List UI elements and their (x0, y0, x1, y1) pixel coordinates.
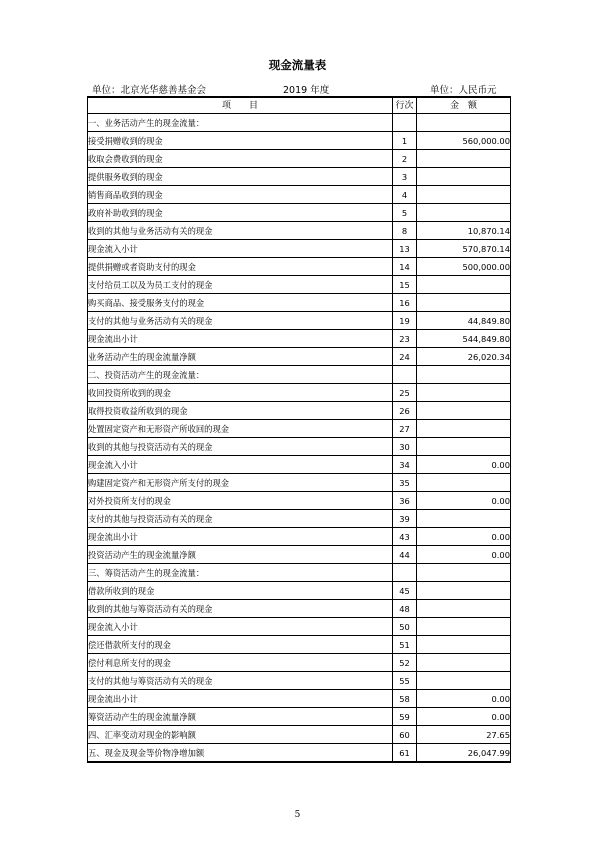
row-amount (417, 384, 511, 402)
table-row (88, 744, 511, 763)
table-row (88, 420, 511, 438)
page-number: 5 (294, 810, 301, 820)
table-row (88, 330, 511, 348)
table-row (88, 150, 511, 168)
row-line-number: 1 (393, 132, 417, 150)
table-row (88, 618, 511, 636)
row-line-number: 15 (393, 276, 417, 294)
row-line-number: 8 (393, 222, 417, 240)
table-row (88, 168, 511, 186)
row-amount (417, 294, 511, 312)
row-item-label: 支付的其他与业务活动有关的现金 (88, 312, 393, 330)
table-row (88, 456, 511, 474)
row-line-number: 24 (393, 348, 417, 366)
row-amount (417, 402, 511, 420)
row-line-number: 35 (393, 474, 417, 492)
table-row (88, 240, 511, 258)
row-line-number: 39 (393, 510, 417, 528)
row-item-label: 收到的其他与业务活动有关的现金 (88, 222, 393, 240)
row-line-number: 52 (393, 654, 417, 672)
table-row (88, 276, 511, 294)
table-row (88, 114, 511, 132)
row-amount (417, 474, 511, 492)
row-line-number: 36 (393, 492, 417, 510)
row-item-label: 一、业务活动产生的现金流量： (88, 114, 393, 132)
row-amount: 10,870.14 (417, 222, 511, 240)
row-line-number: 26 (393, 402, 417, 420)
row-item-label: 提供服务收到的现金 (88, 168, 393, 186)
row-item-label: 现金流入小计 (88, 618, 393, 636)
row-line-number: 48 (393, 600, 417, 618)
row-item-label: 接受捐赠收到的现金 (88, 132, 393, 150)
table-row (88, 690, 511, 708)
row-item-label: 支付给员工以及为员工支付的现金 (88, 276, 393, 294)
row-amount (417, 420, 511, 438)
row-item-label: 借款所收到的现金 (88, 582, 393, 600)
row-amount: 0.00 (417, 456, 511, 474)
row-line-number: 13 (393, 240, 417, 258)
row-amount (417, 168, 511, 186)
row-amount: 0.00 (417, 492, 511, 510)
table-row (88, 636, 511, 654)
row-amount: 560,000.00 (417, 132, 511, 150)
row-amount: 27.65 (417, 726, 511, 744)
row-amount (417, 654, 511, 672)
row-line-number: 45 (393, 582, 417, 600)
table-row (88, 672, 511, 690)
table-row (88, 492, 511, 510)
row-item-label: 筹资活动产生的现金流量净额 (88, 708, 393, 726)
row-item-label: 支付的其他与投资活动有关的现金 (88, 510, 393, 528)
row-item-label: 取得投资收益所收到的现金 (88, 402, 393, 420)
row-amount (417, 600, 511, 618)
row-amount (417, 186, 511, 204)
row-item-label: 处置固定资产和无形资产所收回的现金 (88, 420, 393, 438)
row-item-label: 收到的其他与投资活动有关的现金 (88, 438, 393, 456)
row-amount (417, 510, 511, 528)
table-row (88, 402, 511, 420)
row-line-number: 25 (393, 384, 417, 402)
row-line-number: 14 (393, 258, 417, 276)
row-item-label: 收取会费收到的现金 (88, 150, 393, 168)
report-year: 2019 年度 (283, 85, 330, 96)
row-line-number: 61 (393, 744, 417, 763)
table-row (88, 564, 511, 582)
table-row (88, 312, 511, 330)
row-item-label: 购建固定资产和无形资产所支付的现金 (88, 474, 393, 492)
row-item-label: 购买商品、接受服务支付的现金 (88, 294, 393, 312)
row-item-label: 偿付利息所支付的现金 (88, 654, 393, 672)
row-item-label: 投资活动产生的现金流量净额 (88, 546, 393, 564)
unit-organization: 单位：北京光华慈善基金会 (92, 85, 207, 96)
row-amount (417, 150, 511, 168)
row-item-label: 业务活动产生的现金流量净额 (88, 348, 393, 366)
row-item-label: 收回投资所收到的现金 (88, 384, 393, 402)
table-row (88, 726, 511, 744)
row-line-number: 44 (393, 546, 417, 564)
row-line-number: 60 (393, 726, 417, 744)
row-amount (417, 366, 511, 384)
table-row (88, 438, 511, 456)
row-item-label: 现金流入小计 (88, 240, 393, 258)
row-line-number: 55 (393, 672, 417, 690)
row-amount (417, 438, 511, 456)
row-line-number: 23 (393, 330, 417, 348)
column-header-line: 行次 (393, 97, 417, 114)
row-item-label: 三、筹资活动产生的现金流量： (88, 564, 393, 582)
row-amount (417, 204, 511, 222)
row-line-number: 30 (393, 438, 417, 456)
table-row (88, 204, 511, 222)
row-line-number (393, 366, 417, 384)
table-row (88, 546, 511, 564)
table-body (88, 114, 511, 763)
row-amount: 544,849.80 (417, 330, 511, 348)
row-amount: 26,020.34 (417, 348, 511, 366)
row-amount: 570,870.14 (417, 240, 511, 258)
row-amount (417, 672, 511, 690)
row-item-label: 四、汇率变动对现金的影响额 (88, 726, 393, 744)
row-amount: 500,000.00 (417, 258, 511, 276)
row-amount (417, 564, 511, 582)
row-item-label: 现金流出小计 (88, 330, 393, 348)
row-item-label: 现金流出小计 (88, 528, 393, 546)
row-line-number: 2 (393, 150, 417, 168)
row-line-number: 43 (393, 528, 417, 546)
row-amount: 0.00 (417, 690, 511, 708)
row-line-number: 4 (393, 186, 417, 204)
row-line-number: 51 (393, 636, 417, 654)
row-amount: 0.00 (417, 708, 511, 726)
table-row (88, 582, 511, 600)
row-item-label: 现金流出小计 (88, 690, 393, 708)
page-title: 现金流量表 (268, 58, 327, 72)
table-row (88, 366, 511, 384)
row-amount (417, 618, 511, 636)
currency-unit: 单位：人民币元 (430, 85, 497, 96)
table-header-row (88, 97, 511, 114)
row-amount: 0.00 (417, 546, 511, 564)
row-item-label: 五、现金及现金等价物净增加额 (88, 744, 393, 763)
table-row (88, 510, 511, 528)
table-row (88, 222, 511, 240)
row-line-number: 58 (393, 690, 417, 708)
row-amount: 44,849.80 (417, 312, 511, 330)
row-line-number: 16 (393, 294, 417, 312)
row-line-number (393, 564, 417, 582)
row-line-number: 59 (393, 708, 417, 726)
table-row (88, 708, 511, 726)
row-item-label: 对外投资所支付的现金 (88, 492, 393, 510)
table-row (88, 348, 511, 366)
row-item-label: 收到的其他与筹资活动有关的现金 (88, 600, 393, 618)
row-amount: 26,047.99 (417, 744, 511, 763)
row-amount (417, 582, 511, 600)
row-amount (417, 636, 511, 654)
row-line-number: 27 (393, 420, 417, 438)
table-row (88, 258, 511, 276)
cash-flow-table (87, 96, 511, 763)
row-line-number: 3 (393, 168, 417, 186)
table-row (88, 654, 511, 672)
column-header-amount: 金 额 (417, 97, 511, 114)
table-row (88, 132, 511, 150)
table-row (88, 294, 511, 312)
row-line-number: 50 (393, 618, 417, 636)
table-row (88, 600, 511, 618)
row-item-label: 提供捐赠或者资助支付的现金 (88, 258, 393, 276)
row-line-number: 34 (393, 456, 417, 474)
row-amount: 0.00 (417, 528, 511, 546)
column-header-item: 项 目 (88, 97, 393, 114)
table-row (88, 528, 511, 546)
row-item-label: 二、投资活动产生的现金流量： (88, 366, 393, 384)
table-row (88, 384, 511, 402)
row-line-number: 19 (393, 312, 417, 330)
row-item-label: 偿还借款所支付的现金 (88, 636, 393, 654)
table-row (88, 186, 511, 204)
table-row (88, 474, 511, 492)
row-item-label: 政府补助收到的现金 (88, 204, 393, 222)
row-amount (417, 114, 511, 132)
row-line-number (393, 114, 417, 132)
row-item-label: 支付的其他与筹资活动有关的现金 (88, 672, 393, 690)
row-line-number: 5 (393, 204, 417, 222)
row-item-label: 销售商品收到的现金 (88, 186, 393, 204)
row-amount (417, 276, 511, 294)
row-item-label: 现金流入小计 (88, 456, 393, 474)
